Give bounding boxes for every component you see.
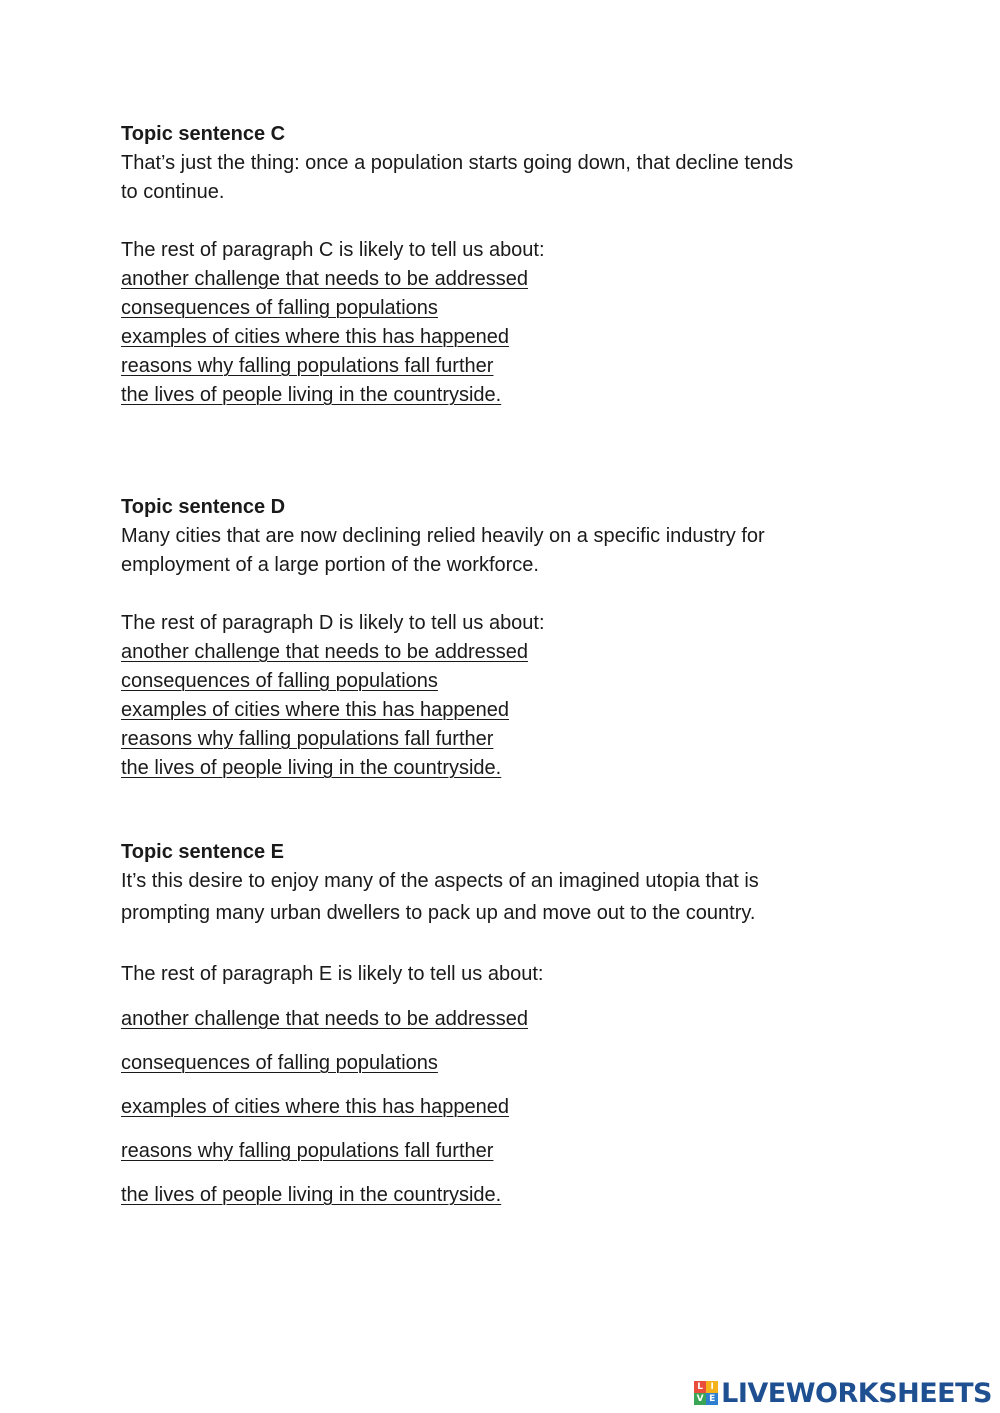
logo-letter-e: E	[706, 1393, 718, 1405]
answer-option[interactable]: examples of cities where this has happened	[121, 326, 510, 348]
answer-option[interactable]: another challenge that needs to be addressed	[121, 268, 528, 290]
answer-option[interactable]: the lives of people living in the countryside.	[121, 1184, 502, 1206]
logo-letter-i: I	[706, 1381, 718, 1393]
brand-wordmark: LIVEWORKSHEETS	[721, 1377, 992, 1409]
liveworksheets-brand	[694, 1378, 992, 1408]
answer-option[interactable]: examples of cities where this has happened	[121, 699, 510, 721]
answer-options	[121, 265, 881, 410]
answer-option[interactable]: consequences of falling populations	[121, 670, 438, 692]
topic-sentence-line: prompting many urban dwellers to pack up and move out to the country.	[121, 902, 756, 924]
question-prompt: The rest of paragraph D is likely to tell us about:	[121, 612, 545, 634]
answer-option[interactable]: another challenge that needs to be addressed	[121, 1008, 528, 1030]
question-prompt: The rest of paragraph C is likely to tell us about:	[121, 239, 545, 261]
spacer	[121, 580, 881, 609]
answer-option[interactable]: consequences of falling populations	[121, 1052, 438, 1074]
question-prompt: The rest of paragraph E is likely to tell us about:	[121, 963, 544, 985]
answer-option[interactable]: examples of cities where this has happened	[121, 1096, 510, 1118]
topic-sentence-line: to continue.	[121, 181, 225, 203]
topic-sentence-line: That’s just the thing: once a population starts going down, that decline tends	[121, 152, 794, 174]
logo-letter-l: L	[694, 1381, 706, 1393]
topic-sentence-line: It’s this desire to enjoy many of the aspects of an imagined utopia that is	[121, 870, 759, 892]
section-topic-d	[121, 493, 881, 783]
answer-option[interactable]: the lives of people living in the countryside.	[121, 757, 502, 779]
answer-option[interactable]: another challenge that needs to be addressed	[121, 641, 528, 663]
topic-sentence-line: employment of a large portion of the workforce.	[121, 554, 539, 576]
section-title: Topic sentence E	[121, 841, 285, 863]
answer-options	[121, 638, 881, 783]
answer-option[interactable]: consequences of falling populations	[121, 297, 438, 319]
answer-option[interactable]: the lives of people living in the countryside.	[121, 384, 502, 406]
answer-option[interactable]: reasons why falling populations fall further	[121, 728, 494, 750]
logo-letter-v: V	[694, 1393, 706, 1405]
topic-sentence-line: Many cities that are now declining relied heavily on a specific industry for	[121, 525, 765, 547]
liveworksheets-logo-icon	[694, 1381, 718, 1405]
section-topic-e	[121, 838, 881, 1210]
section-topic-c	[121, 120, 881, 410]
answer-option[interactable]: reasons why falling populations fall further	[121, 1140, 494, 1162]
spacer	[121, 207, 881, 236]
section-title: Topic sentence C	[121, 123, 286, 145]
answer-options	[121, 1005, 881, 1210]
section-title: Topic sentence D	[121, 496, 286, 518]
answer-option[interactable]: reasons why falling populations fall further	[121, 355, 494, 377]
